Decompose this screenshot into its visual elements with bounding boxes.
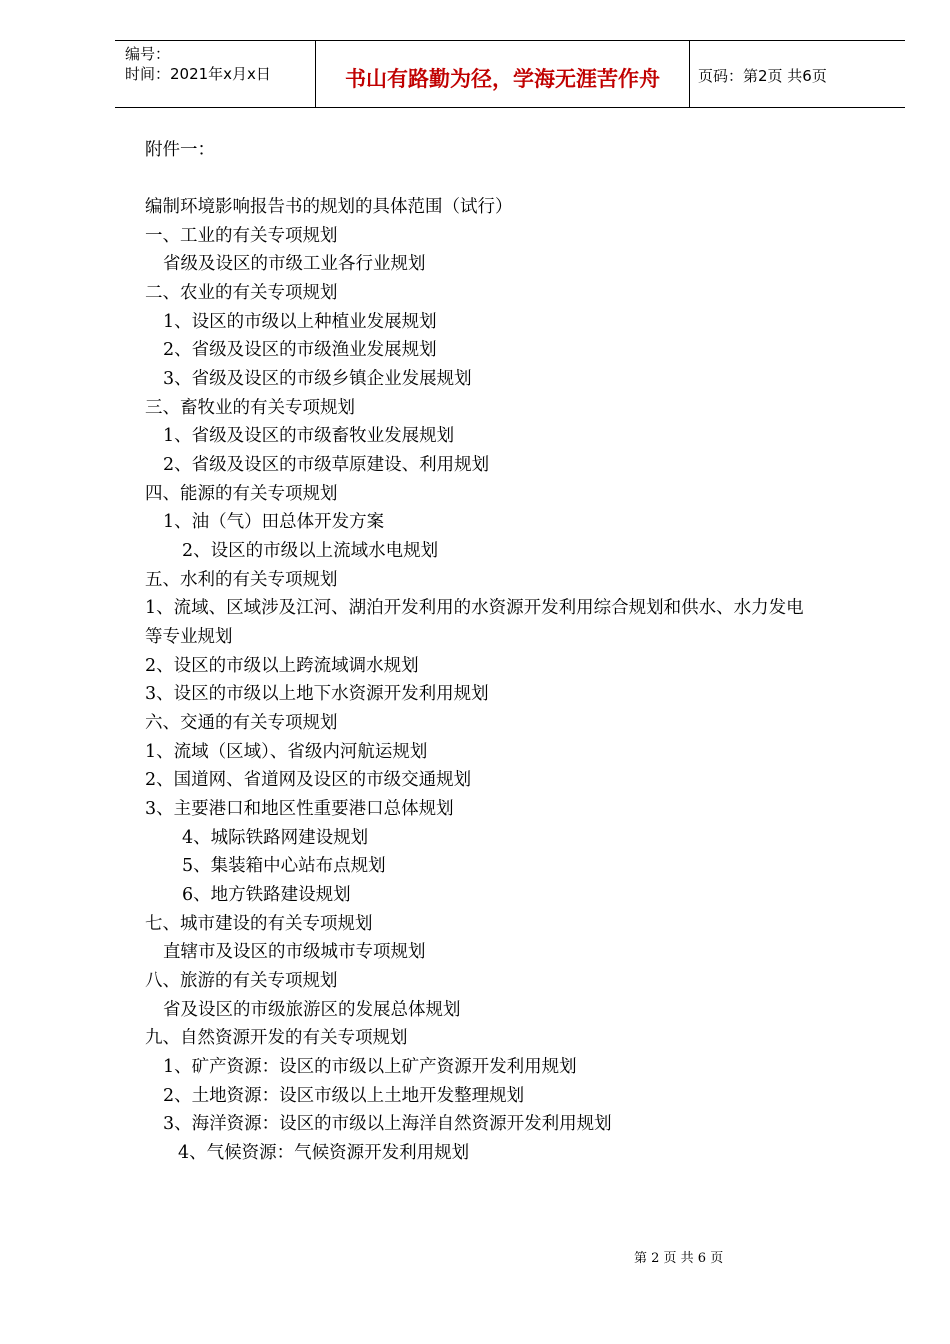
page-footer: 第 2 页 共 6 页 (634, 1251, 724, 1266)
section-heading: 二、农业的有关专项规划 (145, 283, 338, 303)
list-item: 1、油（气）田总体开发方案 (163, 512, 385, 532)
list-item: 1、矿产资源：设区的市级以上矿产资源开发利用规划 (163, 1057, 577, 1077)
list-item: 6、地方铁路建设规划 (182, 885, 351, 905)
section-heading: 一、工业的有关专项规划 (145, 226, 338, 246)
section-heading: 五、水利的有关专项规划 (145, 570, 338, 590)
list-item: 2、国道网、省道网及设区的市级交通规划 (145, 770, 472, 790)
list-item: 3、海洋资源：设区的市级以上海洋自然资源开发利用规划 (163, 1114, 612, 1134)
list-item: 2、省级及设区的市级草原建设、利用规划 (163, 455, 490, 475)
list-item: 3、设区的市级以上地下水资源开发利用规划 (145, 684, 489, 704)
list-item: 5、集装箱中心站布点规划 (182, 856, 386, 876)
list-item: 1、流域、区域涉及江河、湖泊开发利用的水资源开发利用综合规划和供水、水力发电 (145, 598, 804, 618)
list-item: 省级及设区的市级工业各行业规划 (163, 254, 426, 274)
document-title: 编制环境影响报告书的规划的具体范围（试行） (145, 197, 513, 217)
header-page-cell (690, 41, 905, 107)
list-item: 省及设区的市级旅游区的发展总体规划 (163, 1000, 461, 1020)
attachment-label: 附件一： (145, 140, 215, 160)
list-item: 4、气候资源：气候资源开发利用规划 (178, 1143, 470, 1163)
list-item: 2、设区的市级以上跨流域调水规划 (145, 656, 419, 676)
list-item: 3、主要港口和地区性重要港口总体规划 (145, 799, 454, 819)
page-header (115, 40, 905, 108)
section-heading: 七、城市建设的有关专项规划 (145, 914, 373, 934)
time-label: 时间：2021年x月x日 (125, 65, 271, 83)
list-item: 2、设区的市级以上流域水电规划 (182, 541, 439, 561)
header-motto-cell (316, 41, 690, 107)
list-item: 1、流域（区域）、省级内河航运规划 (145, 742, 428, 762)
serial-number-label: 编号： (125, 45, 171, 63)
header-meta-cell (115, 41, 316, 107)
list-item: 4、城际铁路网建设规划 (182, 828, 369, 848)
motto-text: 书山有路勤为径，学海无涯苦作舟 (345, 67, 660, 91)
section-heading: 六、交通的有关专项规划 (145, 713, 338, 733)
section-heading: 九、自然资源开发的有关专项规划 (145, 1028, 408, 1048)
list-item: 2、土地资源：设区市级以上土地开发整理规划 (163, 1086, 525, 1106)
list-item: 2、省级及设区的市级渔业发展规划 (163, 340, 437, 360)
section-heading: 四、能源的有关专项规划 (145, 484, 338, 504)
section-heading: 三、畜牧业的有关专项规划 (145, 398, 355, 418)
section-heading: 八、旅游的有关专项规划 (145, 971, 338, 991)
list-item: 3、省级及设区的市级乡镇企业发展规划 (163, 369, 472, 389)
list-item: 1、设区的市级以上种植业发展规划 (163, 312, 437, 332)
page-info: 页码：第2页 共6页 (698, 67, 827, 85)
list-item-continuation: 等专业规划 (145, 627, 233, 647)
list-item: 直辖市及设区的市级城市专项规划 (163, 942, 426, 962)
list-item: 1、省级及设区的市级畜牧业发展规划 (163, 426, 455, 446)
